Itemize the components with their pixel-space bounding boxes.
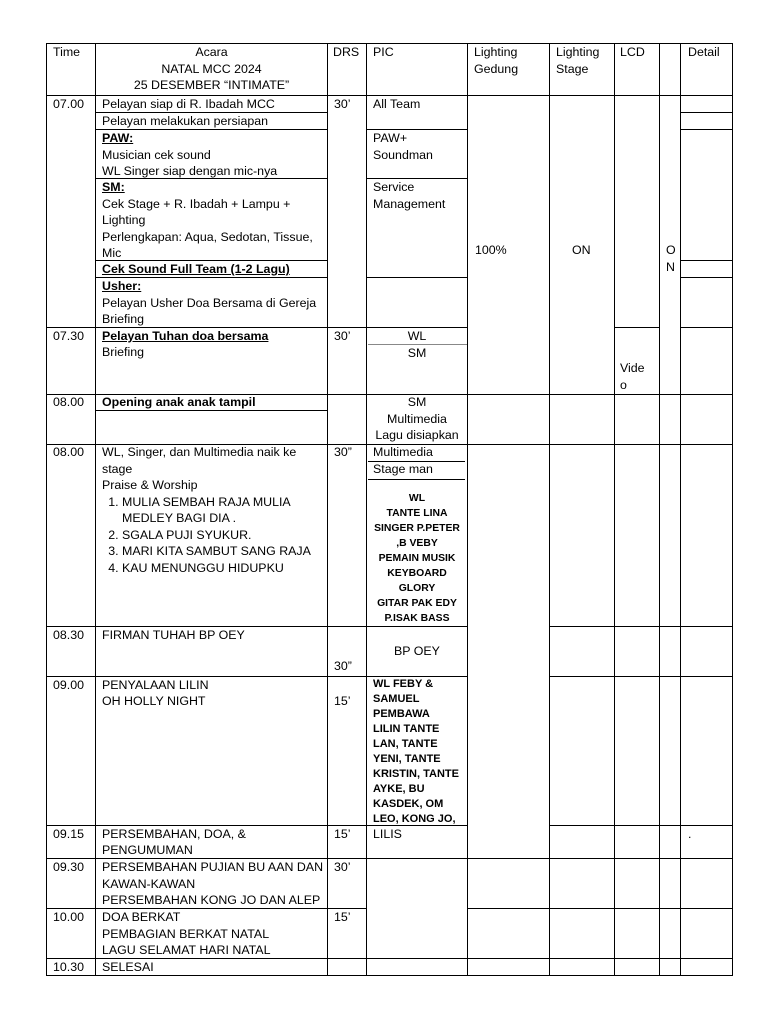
row-time: 10.00 [53,910,85,924]
column-divider [614,43,615,976]
row-divider [614,327,659,328]
row-time: 10.30 [53,960,85,974]
acara-text: Pelayan siap di R. Ibadah MCC [102,97,275,111]
column-divider [467,43,468,976]
acara-text: PERSEMBAHAN PUJIAN BU AAN DAN [102,860,324,874]
row-drs: 30’ [334,97,351,111]
subrow-divider [680,260,733,261]
acara-text: FIRMAN TUHAH BP OEY [102,628,245,642]
schedule-table [46,43,733,976]
acara-section-label: Usher: [102,279,142,293]
table-border-right [732,43,733,976]
row-time: 09.00 [53,678,85,692]
row-drs: 15’ [334,827,351,841]
song-item: 1. MULIA SEMBAH RAJA MULIA MEDLEY BAGI DIA . [122,494,322,527]
acara-text: WL Singer siap dengan mic-nya [102,164,278,178]
subrow-divider [366,277,467,278]
vertical-on-letter: N [666,259,675,274]
pic-line: SM [407,395,427,409]
acara-section-label: PAW: [102,131,134,145]
pic-line: AYKE, BU [373,783,425,795]
acara-text: PERSEMBAHAN, DOA, & [102,827,246,841]
pic-team-line: TANTE LINA [386,508,448,519]
row-time: 07.00 [53,97,85,111]
song-item: 3. MARI KITA SAMBUT SANG RAJA [122,543,322,560]
merged-cell [615,96,659,327]
column-divider [549,43,550,976]
merged-cell [328,96,366,327]
pic-text: WL [407,329,427,343]
row-divider [467,908,733,909]
pic-team-line: WL [408,493,426,504]
acara-text: Briefing [102,312,145,326]
merged-cell [328,395,366,444]
row-drs: 30” [334,659,352,673]
acara-text: Cek Stage + R. Ibadah + Lampu + Lighting [102,196,291,227]
column-divider [680,43,681,976]
pic-text: SM [407,346,427,360]
acara-text: DOA BERKAT [102,910,181,924]
acara-text: KAWAN-KAWAN [102,876,196,891]
column-divider [659,43,660,976]
pic-text [367,394,467,444]
pic-line: KASDEK, OM [373,798,444,810]
vertical-on-text [666,242,676,275]
pic-team-line: PEMAIN MUSIK [378,553,456,564]
vertical-on-letter: O [666,243,676,257]
row-time: 07.30 [53,329,85,343]
pic-text: Service Management [373,180,446,211]
row-drs: 15’ [334,910,351,924]
lcd-video-text [620,360,645,393]
header-lighting-stage: Lighting Stage [556,45,600,76]
pic-line: KRISTIN, TANTE [373,768,459,780]
header-time: Time [53,45,81,59]
acara-block [102,859,326,909]
detail-text: . [688,827,692,841]
column-divider [95,43,96,976]
acara-block [102,278,324,328]
acara-block [102,179,324,262]
subrow-divider [368,479,465,480]
row-drs: 30” [334,445,352,459]
lighting-stage-value: ON [572,243,591,257]
song-item: 4. KAU MENUNGGU HIDUPKU [122,560,322,577]
acara-text: Musician cek sound [102,147,211,162]
acara-section-label: Cek Sound Full Team (1-2 Lagu) [102,262,290,276]
acara-text: Praise & Worship [102,478,198,492]
pic-line: LILIN TANTE [373,723,440,735]
pic-text: PAW+ Soundman [373,131,433,162]
pic-text: All Team [373,97,421,111]
acara-text: PERSEMBAHAN KONG JO DAN ALEP [102,893,321,907]
acara-text: Opening anak anak tampil [102,395,256,409]
merged-cell [367,859,467,958]
acara-block [102,909,326,959]
pic-line: Lagu disiapkan [375,428,459,442]
acara-block [102,130,324,180]
row-divider [467,958,733,959]
pic-line: LAN, TANTE [373,738,438,750]
table-border-left [46,43,47,976]
row-divider [549,626,733,627]
acara-text: LAGU SELAMAT HARI NATAL [102,943,271,957]
row-drs: 15’ [334,694,351,708]
pic-team-list [367,491,467,626]
song-item: 2. SGALA PUJI SYUKUR. [122,527,322,544]
row-time: 09.30 [53,860,85,874]
lcd-video-line: o [620,377,627,392]
row-time: 09.15 [53,827,85,841]
acara-text: WL, Singer, dan Multimedia naik ke stage [102,445,297,476]
row-time: 08.00 [53,445,85,459]
pic-team-line: P.ISAK BASS [384,613,450,624]
acara-section-label: SM: [102,180,125,194]
header-drs: DRS [333,45,360,59]
row-time: 08.00 [53,395,85,409]
acara-text: Pelayan melakukan persiapan [102,114,269,128]
acara-text: Briefing [102,345,145,359]
pic-line: SAMUEL [373,693,420,705]
header-lighting-gedung: Lighting Gedung [474,45,519,76]
header-acara-label: Acara [195,45,228,59]
acara-text: Pelayan Usher Doa Bersama di Gereja [102,295,317,310]
pic-text: Multimedia [373,445,433,459]
pic-team-line: KEYBOARD [387,568,447,579]
header-pic: PIC [373,45,394,59]
acara-text: OH HOLLY NIGHT [102,694,206,708]
header-event-date: 25 DESEMBER “INTIMATE” [133,78,290,92]
lcd-video-line: Vide [620,361,645,375]
header-acara [96,44,327,94]
merged-cell [468,445,549,858]
header-detail: Detail [688,45,720,59]
pic-line: YENI, TANTE [373,753,441,765]
song-list [102,494,322,577]
row-drs: 30’ [334,329,351,343]
pic-team-line: GLORY [398,583,436,594]
subrow-divider [680,112,733,113]
pic-team-line: SINGER P.PETER [374,523,460,534]
acara-text: PENGUMUMAN [102,843,193,857]
row-divider [549,825,733,826]
acara-text: Perlengkapan: Aqua, Sedotan, Tissue, Mic [102,229,313,260]
pic-candle-list [373,677,465,827]
pic-line: WL FEBY & [373,678,434,690]
acara-text: PEMBAGIAN BERKAT NATAL [102,926,270,941]
row-divider [549,676,733,677]
row-drs: 30’ [334,860,351,874]
pic-text: LILIS [373,827,402,841]
row-divider [680,327,733,328]
pic-text: BP OEY [394,644,440,658]
pic-text: Stage man [373,462,433,476]
acara-text: PENYALAAN LILIN [102,678,209,692]
pic-team-line: ,B VEBY [396,538,438,549]
pic-team-line: GITAR PAK EDY [377,598,457,609]
subrow-divider [680,129,733,130]
row-time: 08.30 [53,628,85,642]
acara-text: SELESAI [102,960,154,974]
subrow-divider [680,277,733,278]
pic-line: PEMBAWA [373,708,430,720]
header-event-name: NATAL MCC 2024 [161,61,262,76]
acara-text: Pelayan Tuhan doa bersama [102,329,269,343]
pic-line: LEO, KONG JO, [373,813,456,825]
pic-line: Multimedia [387,411,447,426]
lighting-gedung-value: 100% [475,243,507,257]
acara-block [102,444,322,576]
header-lcd: LCD [620,45,645,59]
